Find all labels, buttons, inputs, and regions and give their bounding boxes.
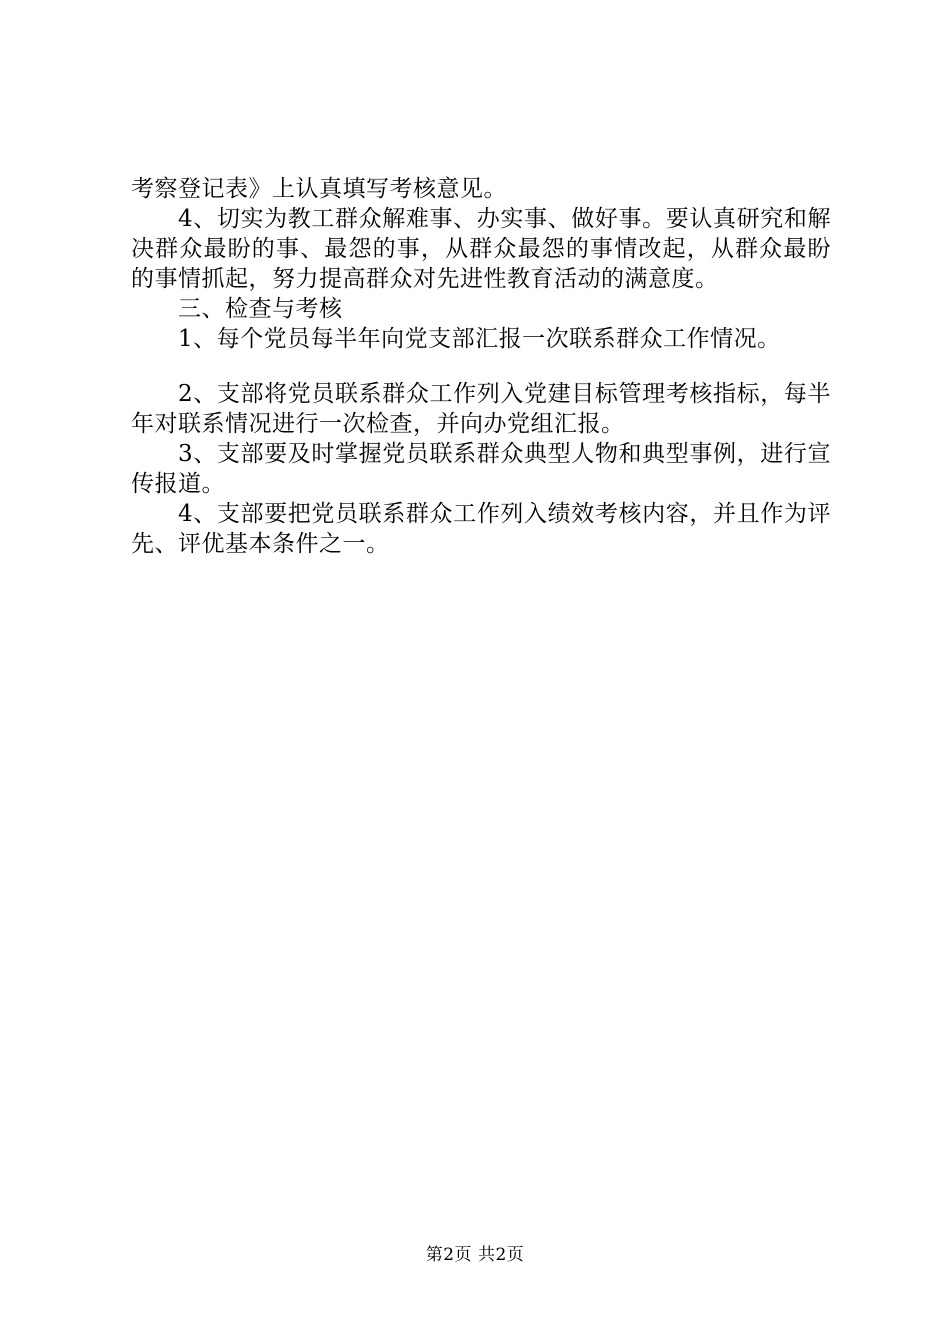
paragraph-item-1-report: 1、每个党员每半年向党支部汇报一次联系群众工作情况。 <box>178 326 781 352</box>
paragraph-item-4-performance: 4、支部要把党员联系群众工作列入绩效考核内容，并且作为评先、评优基本条件之一。 <box>131 501 831 557</box>
paragraph-item-2-assessment: 2、支部将党员联系群众工作列入党建目标管理考核指标，每半年对联系情况进行一次检查，并向办党组汇报。 <box>131 381 831 437</box>
paragraph-item-4-help-staff: 4、切实为教工群众解难事、办实事、做好事。要认真研究和解决群众最盼的事、最怨的事，从群众最怨的事情改起，从群众最盼的事情抓起，努力提高群众对先进性教育活动的满意度。 <box>131 206 831 292</box>
page-footer: 第2页 共2页 <box>425 1245 525 1265</box>
document-body <box>131 174 831 559</box>
paragraph-item-3-publicity: 3、支部要及时掌握党员联系群众典型人物和典型事例，进行宣传报道。 <box>131 441 831 497</box>
paragraph-continuation: 考察登记表》上认真填写考核意见。 <box>131 176 507 202</box>
section-heading-inspection: 三、检查与考核 <box>178 296 343 322</box>
